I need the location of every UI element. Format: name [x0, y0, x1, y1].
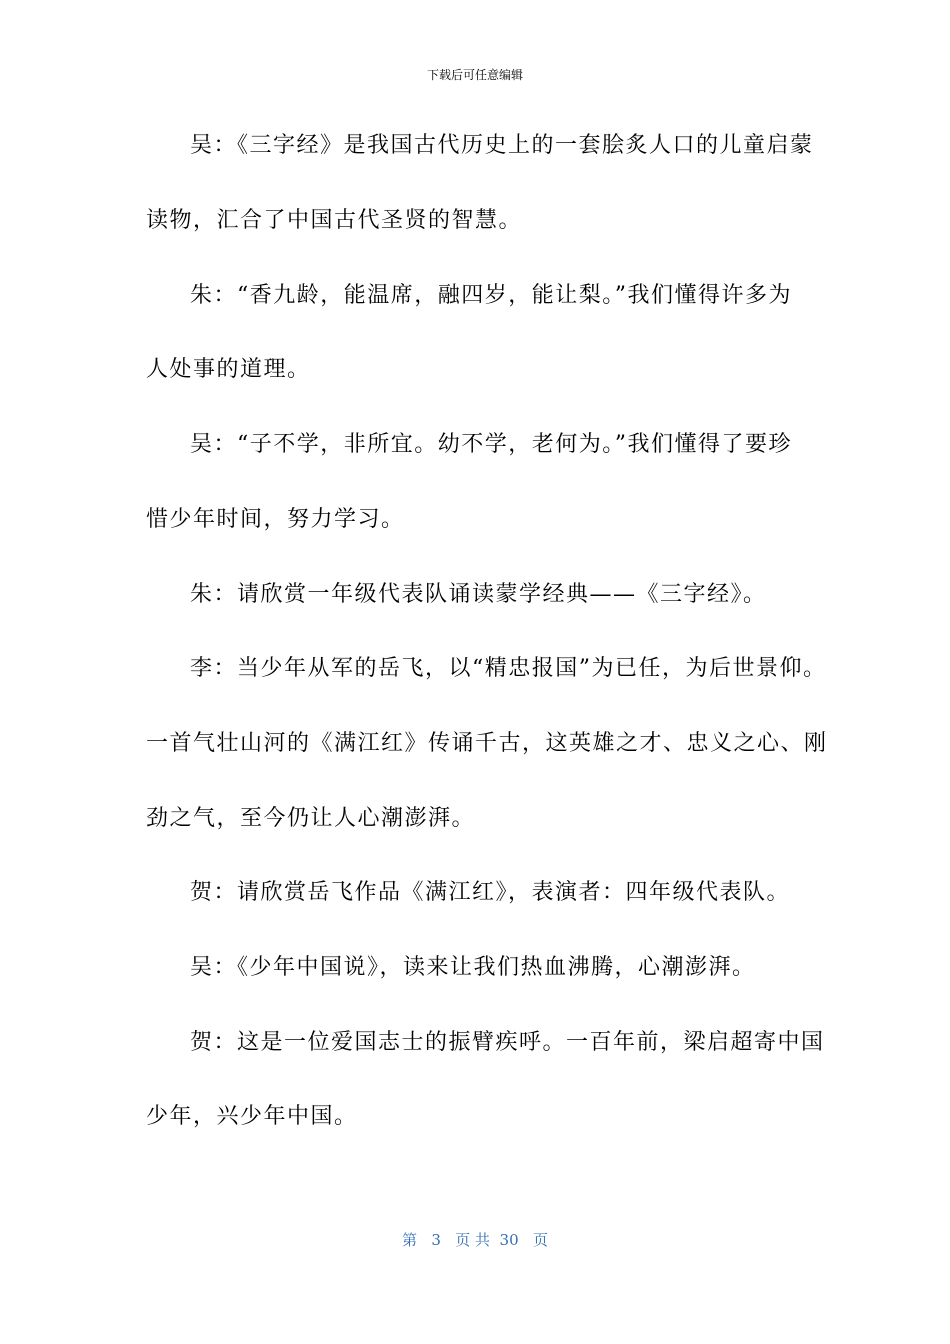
paragraph-3-line-2: 惜少年时间，努力学习。: [146, 507, 405, 532]
page-number-footer: [0, 1230, 950, 1250]
paragraph-3-line-1: 吴：“子不学，非所宜。幼不学，老何为。”我们懂得了要珍: [190, 432, 792, 457]
paragraph-4-line-1: 朱：请欣赏一年级代表队诵读蒙学经典——《三字经》。: [190, 582, 767, 607]
paragraph-5-line-2: 一首气壮山河的《满江红》传诵千古，这英雄之才、忠义之心、刚: [146, 731, 828, 756]
paragraph-1-line-2: 读物，汇合了中国古代圣贤的智慧。: [146, 208, 523, 233]
paragraph-6-line-1: 贺：请欣赏岳飞作品《满江红》，表演者：四年级代表队。: [190, 880, 791, 905]
current-page-number: 3: [431, 1231, 441, 1249]
paragraph-1-line-1: 吴：《三字经》是我国古代历史上的一套脍炙人口的儿童启蒙: [190, 133, 814, 158]
paragraph-8-line-2: 少年，兴少年中国。: [146, 1104, 358, 1129]
footer-label-page: 第: [402, 1231, 418, 1249]
paragraph-5-line-1: 李：当少年从军的岳飞，以“精忠报国”为已任，为后世景仰。: [190, 656, 827, 681]
paragraph-2-line-2: 人处事的道理。: [146, 357, 311, 382]
paragraph-5-line-3: 劲之气，至今仍让人心潮澎湃。: [146, 806, 476, 831]
paragraph-7-line-1: 吴：《少年中国说》，读来让我们热血沸腾，心潮澎湃。: [190, 955, 756, 980]
footer-label-total: 页 共: [455, 1231, 490, 1249]
paragraph-2-line-1: 朱：“香九龄，能温席，融四岁，能让梨。”我们懂得许多为: [190, 283, 792, 308]
total-pages-number: 30: [499, 1231, 519, 1249]
header-note: 下载后可任意编辑: [426, 68, 523, 82]
paragraph-8-line-1: 贺：这是一位爱国志士的振臂疾呼。一百年前，梁启超寄中国: [190, 1030, 825, 1055]
footer-label-end: 页: [532, 1231, 548, 1249]
